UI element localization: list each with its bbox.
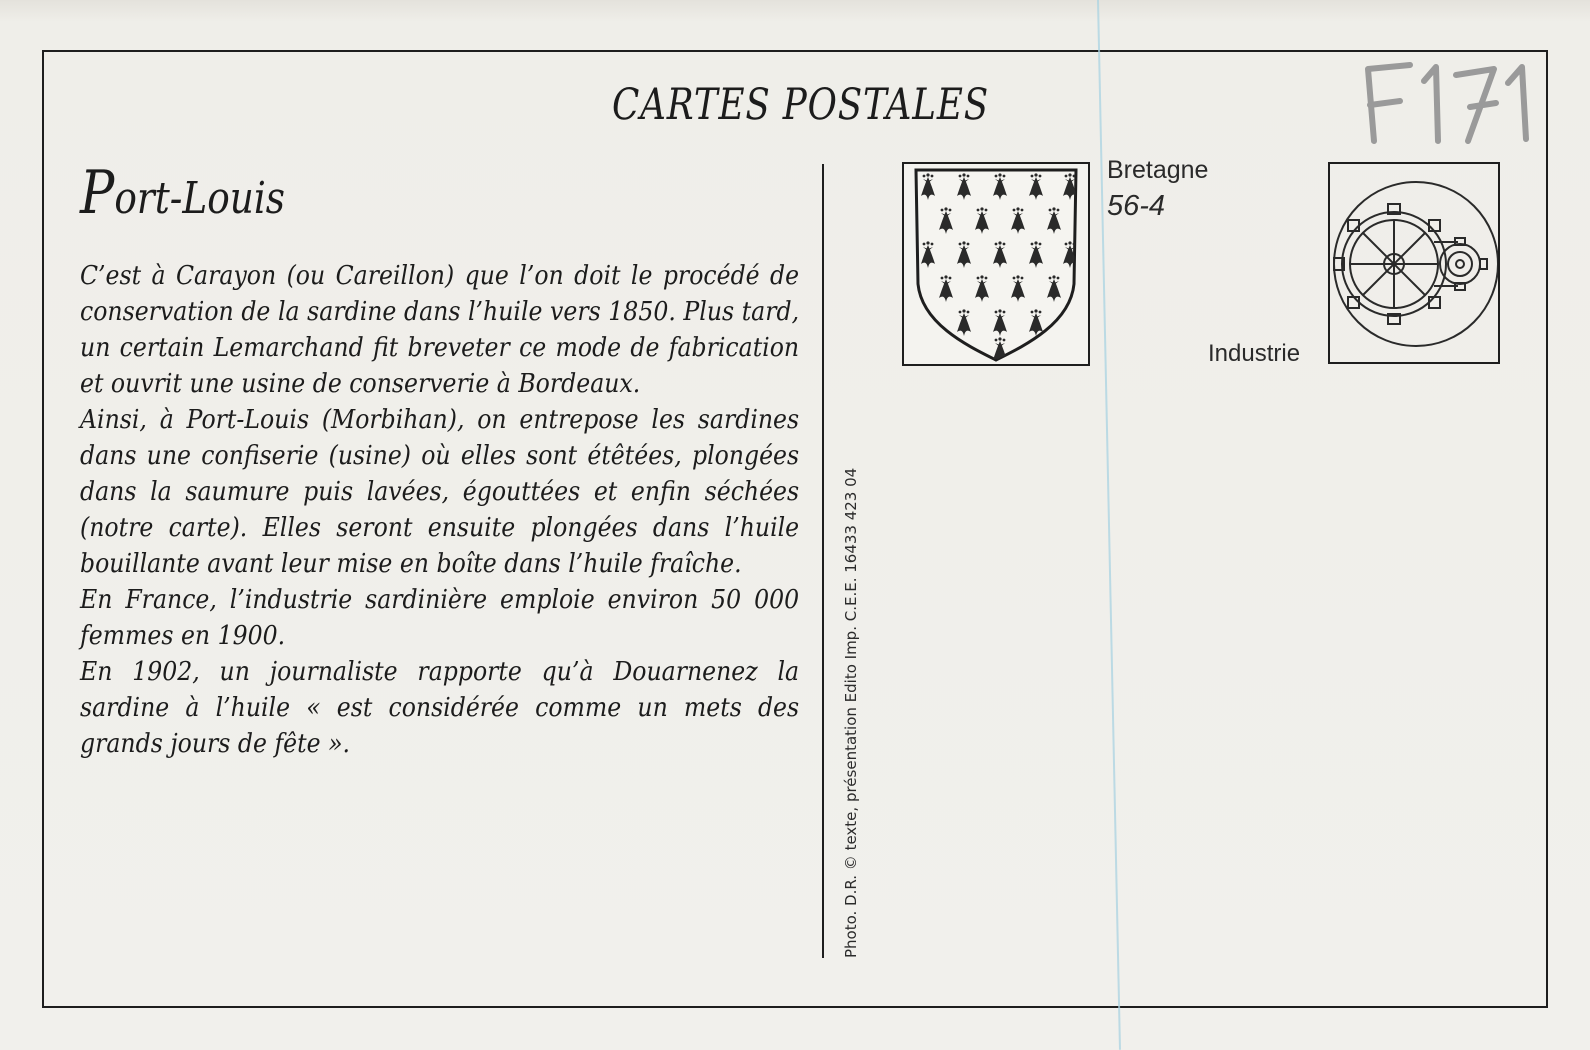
theme-label: Industrie <box>1208 340 1301 367</box>
handwritten-annotation <box>1360 55 1540 155</box>
coat-of-arms-box <box>902 162 1090 366</box>
description-text <box>80 258 800 762</box>
paragraph-2: Ainsi, à Port-Louis (Morbihan), on entrepose les sardines dans une confiserie (usine) où elles sont étêtées, plongées dans la saumure puis lavées, égouttées et enfin séchées (notre carte). Elles seront ensuite plongées dans l’huile bouillante avant leur mise en boîte dans l’huile fraîche. <box>80 404 800 579</box>
region-name: Bretagne <box>1107 156 1209 184</box>
ermine-shield-icon <box>904 164 1088 364</box>
credit-line: Photo. D.R. © texte, présentation Edito Imp. C.E.E. 16433 423 04 <box>842 467 860 958</box>
theme-box <box>1328 162 1500 364</box>
paragraph-4: En 1902, un journaliste rapporte qu’à Douarnenez la sardine à l’huile « est considérée comme un mets des grands jours de fête ». <box>80 656 800 759</box>
page-title: CARTES POSTALES <box>612 80 989 130</box>
paragraph-1: C’est à Carayon (ou Careillon) que l’on doit le procédé de conservation de la sardine dans l’huile vers 1850. Plus tard, un certain Lemarchand fit breveter ce mode de fabrication et ouvrit une usine de conserverie à Bordeaux. <box>80 260 800 399</box>
place-name-rest: ort-Louis <box>114 173 285 224</box>
gear-icon <box>1330 164 1498 362</box>
place-initial: P <box>80 158 115 228</box>
region-code: 56-4 <box>1107 190 1166 222</box>
center-divider <box>822 164 824 958</box>
place-title <box>80 158 285 228</box>
paragraph-3: En France, l’industrie sardinière emploie environ 50 000 femmes en 1900. <box>80 584 800 651</box>
